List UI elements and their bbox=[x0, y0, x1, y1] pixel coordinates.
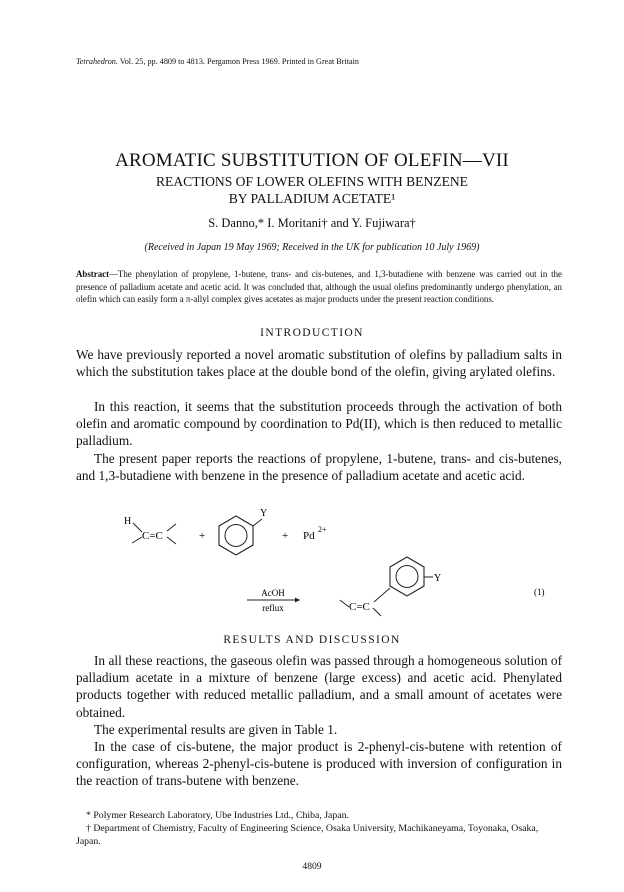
intro-paragraph-2: In this reaction, it seems that the substitution proceeds through the activation of both olefin and aromatic compound by coordination to Pd(II), which is then reduced to metallic palladium. bbox=[76, 399, 562, 449]
results-paragraph-3: In the case of cis-butene, the major product is 2-phenyl-cis-butene with retention of configuration, whereas 2-phenyl-cis-butene is produced with inversion of configuration in the reaction of trans-butene with benzene. bbox=[76, 739, 562, 789]
footnote-affiliation-2: † Department of Chemistry, Faculty of Engineering Science, Osaka University, Machikaneyama, Toyonaka, Osaka, Japan. bbox=[76, 823, 539, 848]
olefin-double-bond-label: C=C bbox=[142, 530, 163, 542]
footnote-affiliation-1: * Polymer Research Laboratory, Ube Industries Ltd., Chiba, Japan. bbox=[86, 810, 349, 821]
reagent-reflux: reflux bbox=[262, 603, 284, 613]
intro-paragraph-1: We have previously reported a novel aromatic substitution of olefins by palladium salts in which the substitution takes place at the double bond of the olefin, giving arylated olefins. bbox=[76, 347, 562, 380]
substituent-y-label: Y bbox=[260, 508, 268, 519]
hydrogen-label: H bbox=[124, 516, 132, 527]
plus-sign-1: + bbox=[199, 530, 206, 542]
abstract-text: —The phenylation of propylene, 1-butene, trans- and cis-butenes, and 1,3-butadiene with benzene was carried out in the presence of palladium acetate and acetic acid. It was concluded that, although the usual olefins predominantly undergo phenylation, an olefin which can easily form a π-allyl complex gives acetates as major products under the present reaction conditions. bbox=[76, 269, 562, 305]
results-paragraph-2: The experimental results are given in Table 1. bbox=[94, 722, 338, 737]
product-double-bond-label: C=C bbox=[349, 601, 370, 613]
received-dates: (Received in Japan 19 May 1969; Received in the UK for publication 10 July 1969) bbox=[144, 242, 480, 253]
intro-paragraph-3: The present paper reports the reactions of propylene, 1-butene, trans- and cis-butenes, and 1,3-butadiene with benzene in the presence of palladium acetate and acetic acid. bbox=[76, 451, 562, 484]
paper-title: AROMATIC SUBSTITUTION OF OLEFIN—VII bbox=[115, 150, 509, 171]
journal-header bbox=[76, 57, 359, 66]
equation-number: (1) bbox=[534, 587, 545, 597]
arylated-olefin-product bbox=[340, 557, 441, 616]
olefin-reactant bbox=[124, 516, 176, 544]
abstract-label: Abstract bbox=[76, 269, 110, 279]
results-heading: RESULTS AND DISCUSSION bbox=[223, 634, 401, 646]
product-substituent-y-label: Y bbox=[434, 573, 442, 584]
abstract bbox=[76, 268, 562, 306]
author-list: S. Danno,* I. Moritani† and Y. Fujiwara† bbox=[208, 216, 416, 230]
paper-subtitle-line2: BY PALLADIUM ACETATE¹ bbox=[228, 191, 396, 206]
journal-name: Tetrahedron. bbox=[76, 57, 118, 66]
palladium-charge: 2+ bbox=[318, 525, 327, 534]
palladium-ion bbox=[303, 525, 327, 542]
journal-details: Vol. 25, pp. 4809 to 4813. Pergamon Press 1969. Printed in Great Britain bbox=[119, 57, 360, 66]
reagent-acoh: AcOH bbox=[261, 588, 285, 598]
palladium-label: Pd bbox=[303, 530, 315, 542]
paper-subtitle-line1: REACTIONS OF LOWER OLEFINS WITH BENZENE bbox=[155, 174, 468, 189]
reaction-arrow bbox=[247, 588, 300, 613]
introduction-heading: INTRODUCTION bbox=[260, 327, 364, 339]
reaction-scheme bbox=[0, 495, 624, 620]
plus-sign-2: + bbox=[282, 530, 289, 542]
benzene-ring bbox=[219, 508, 267, 555]
page-number: 4809 bbox=[302, 861, 322, 872]
results-paragraph-1: In all these reactions, the gaseous olefin was passed through a homogeneous solution of palladium acetate in a mixture of benzene (large excess) and acetic acid. Phenylated products together with reduced metallic palladium, and a small amount of acetates were obtained. bbox=[76, 653, 562, 720]
footnotes bbox=[76, 809, 562, 849]
